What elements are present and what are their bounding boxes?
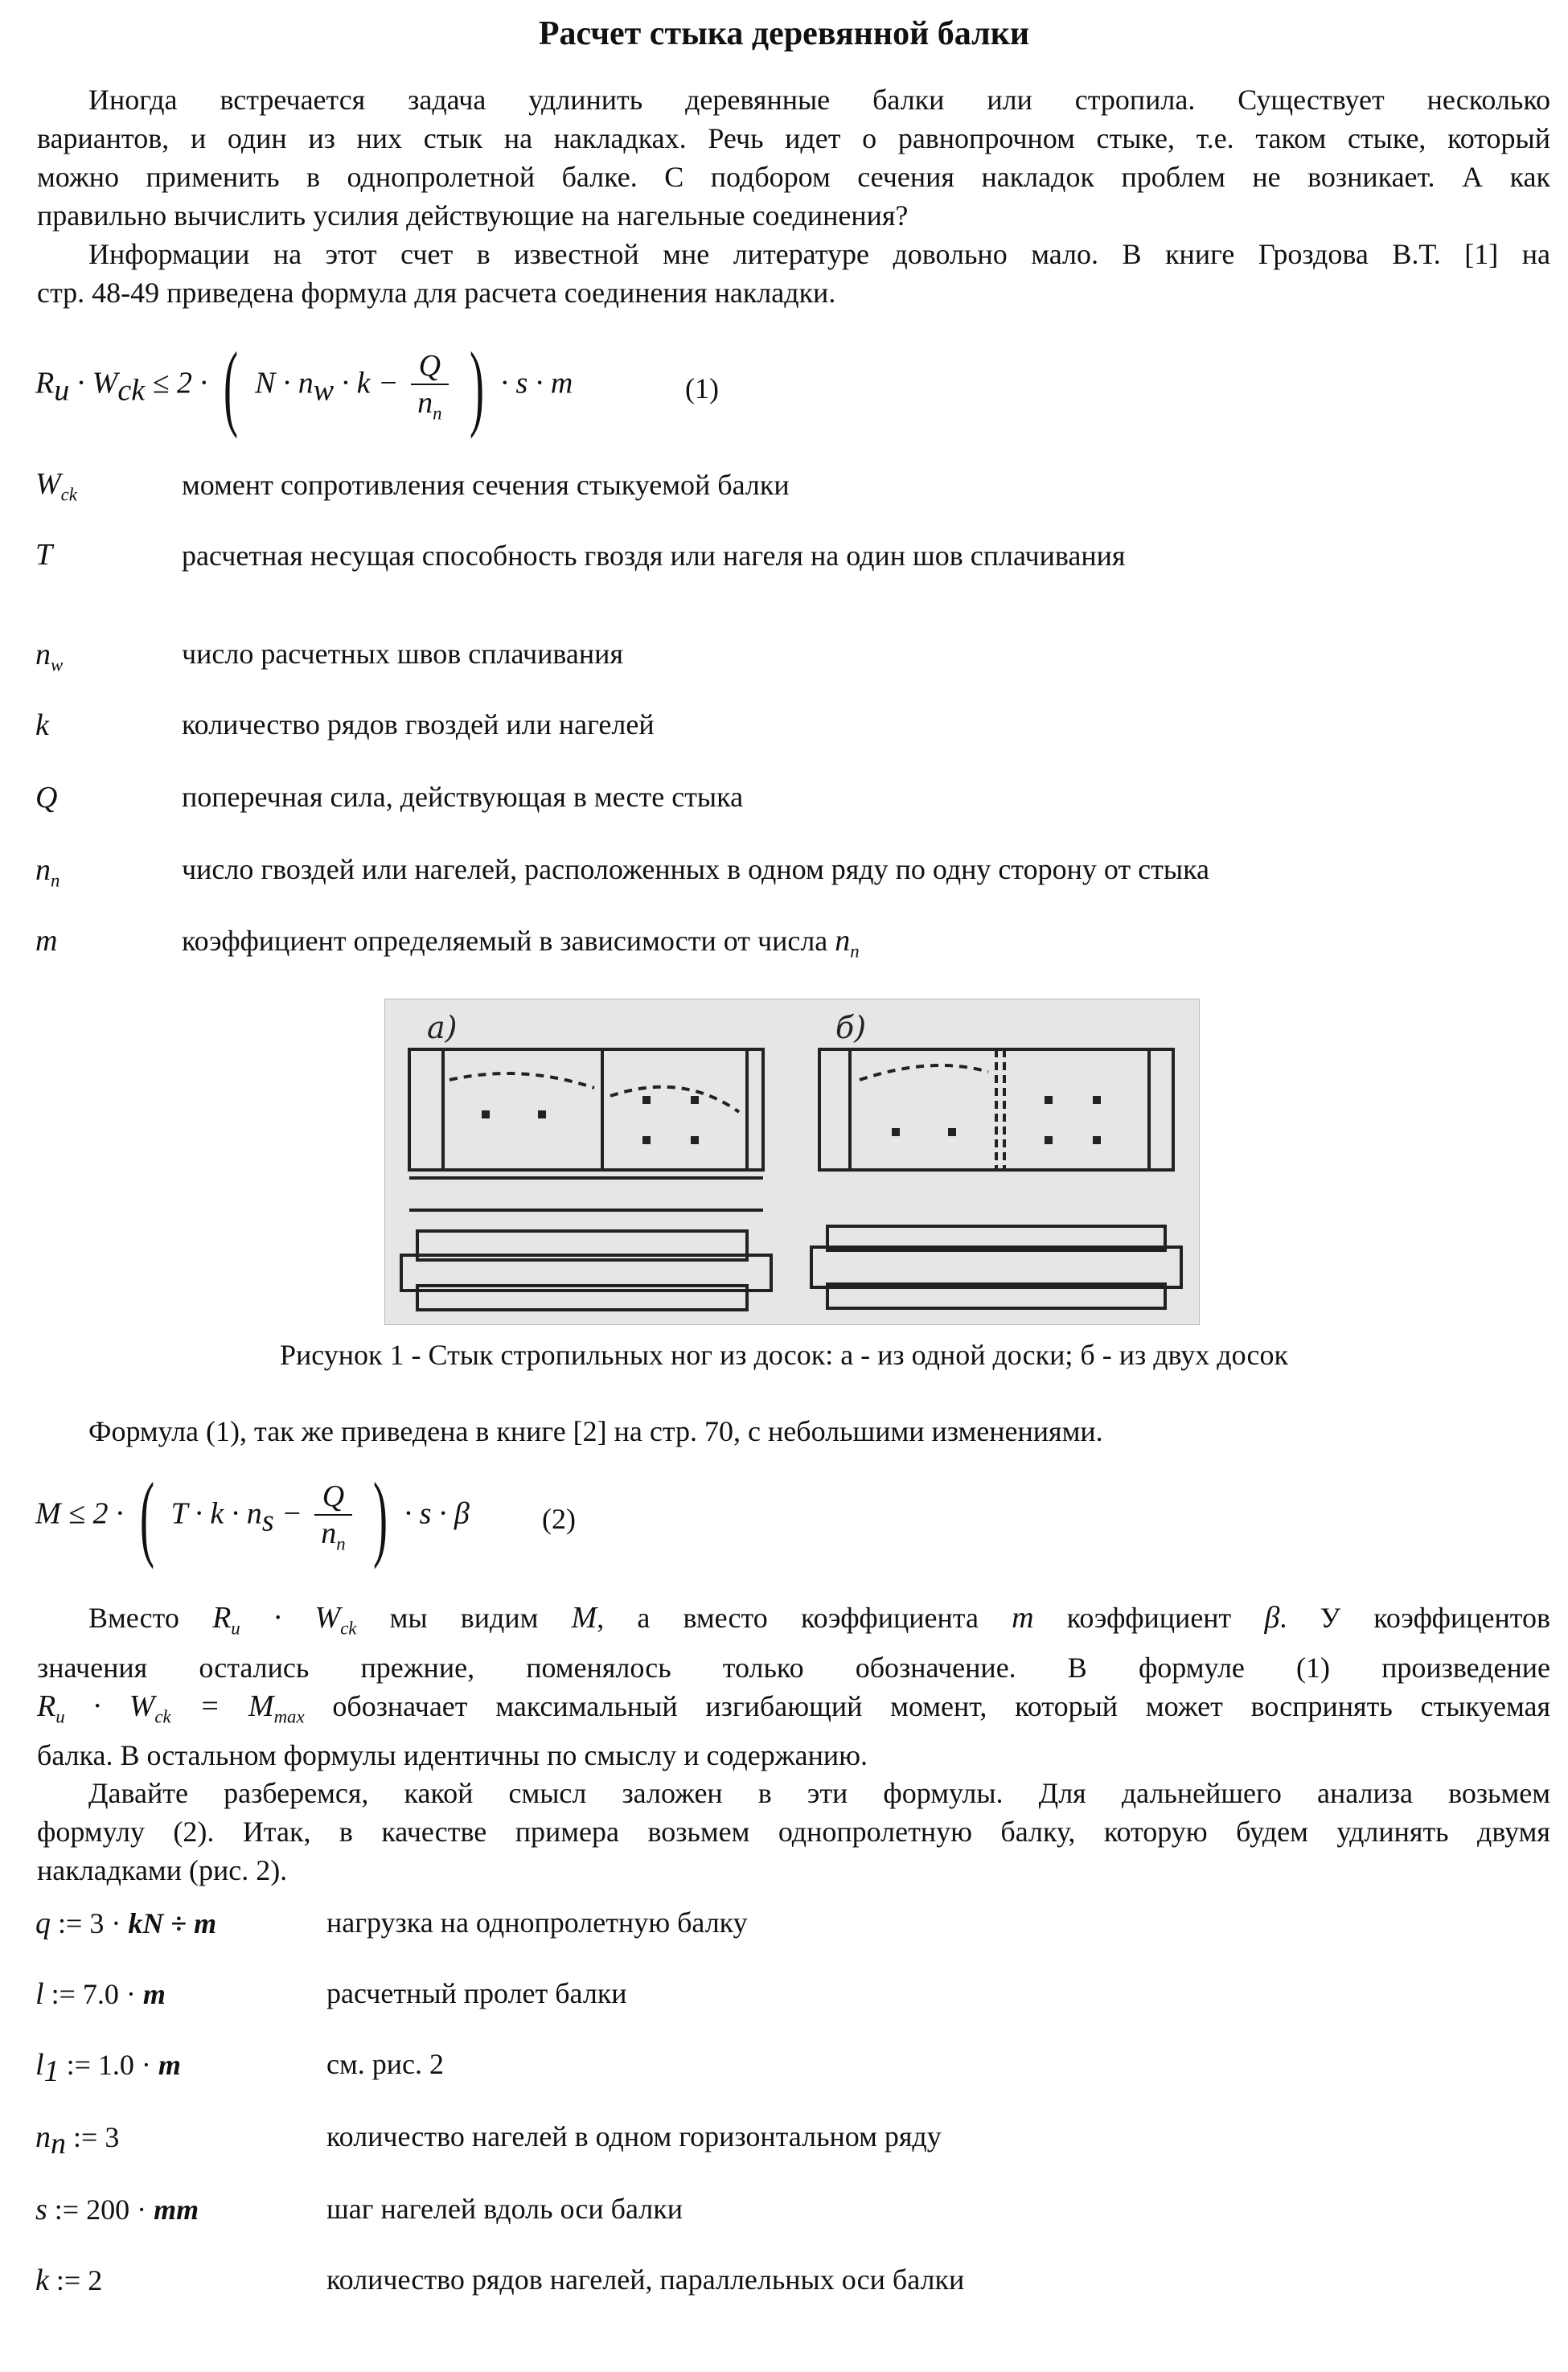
splice-drawing bbox=[385, 999, 1199, 1324]
formula-1: $R_u \cdot W_{ck} \le 2$ · ( $N \cdot n_w \cdot k$ − $\frac{Q}{n_n}$ ) · s · m bbox=[35, 332, 573, 439]
intro-line: можно применить в однопролетной балке. С подбором сечения накладок проблем не возникает. А как bbox=[37, 161, 1550, 193]
def-text: расчетный пролет балки bbox=[326, 1977, 627, 2009]
intro-paragraph bbox=[37, 80, 1550, 235]
def-text: число расчетных швов сплачивания bbox=[182, 638, 623, 670]
def-symbol: m bbox=[35, 924, 58, 958]
figure-label-b: б) bbox=[835, 1010, 867, 1045]
def-text: момент сопротивления сечения стыкуемой балки bbox=[182, 469, 790, 501]
info-line: стр. 48-49 приведена формула для расчета соединения накладки. bbox=[37, 277, 836, 309]
fraction-q-over-nn: $\frac{Q}{n_n}$ bbox=[314, 1479, 351, 1555]
info-line: Информации на этот счет в известной мне литературе довольно мало. В книге Гроздова В.Т. [1] на bbox=[88, 238, 1550, 270]
def-expression: q := 3 · kN ÷ m bbox=[35, 1906, 217, 1940]
compare-paragraph: Вместо $R_u \cdot W_{ck}$ мы видим M, а вместо коэффициента m коэффициент β. У коэффицентов значения остались прежние, поменялось только обозначение. В формуле (1) произведение $R_u \cdot W_{ck} = M_{max}$ обозначает максимальный изгибающий момент, который может воспринять стыкуемая балка. В остальном формулы идентичны по смыслу и содержанию. bbox=[37, 1601, 1551, 1772]
formula-note: Формула (1), так же приведена в книге [2] на стр. 70, с небольшими изменениями. bbox=[88, 1415, 1103, 1447]
def-expression: k := 2 bbox=[35, 2263, 103, 2297]
def-symbol: T bbox=[35, 538, 53, 572]
formula-1-number: (1) bbox=[685, 372, 719, 404]
formula-2-number: (2) bbox=[542, 1503, 576, 1535]
def-symbol: $W_{ck}$ bbox=[35, 467, 77, 505]
def-text: количество рядов гвоздей или нагелей bbox=[182, 708, 655, 741]
def-text: шаг нагелей вдоль оси балки bbox=[326, 2193, 683, 2225]
def-text: количество рядов нагелей, параллельных оси балки bbox=[326, 2263, 965, 2296]
def-symbol: $n_n$ bbox=[35, 853, 60, 891]
intro-line: Иногда встречается задача удлинить деревянные балки или стропила. Существует несколько bbox=[88, 84, 1550, 116]
intro-line: правильно вычислить усилия действующие на нагельные соединения? bbox=[37, 199, 909, 232]
figure-label-a: а) bbox=[427, 1010, 458, 1045]
info-paragraph bbox=[37, 235, 1550, 312]
def-text: коэффициент определяемый в зависимости от числа $n_n$ bbox=[182, 924, 860, 962]
def-text: число гвоздей или нагелей, расположенных в одном ряду по одну сторону от стыка bbox=[182, 853, 1209, 885]
def-text: количество нагелей в одном горизонтальном ряду bbox=[326, 2120, 942, 2152]
def-expression: s := 200 · mm bbox=[35, 2193, 199, 2226]
fraction-q-over-nn: $\frac{Q}{n_n}$ bbox=[411, 348, 448, 425]
figure-1-caption: Рисунок 1 - Стык стропильных ног из досок: а - из одной доски; б - из двух досок bbox=[280, 1339, 1288, 1371]
def-expression: $n_n$ := 3 bbox=[35, 2120, 120, 2161]
def-expression: $l_1$ := 1.0 · m bbox=[35, 2048, 181, 2089]
def-text: поперечная сила, действующая в месте стыка bbox=[182, 781, 744, 813]
formula-2: M ≤ 2 · ( $T \cdot k \cdot n_s$ − $\frac{Q}{n_n}$ ) · s · β bbox=[35, 1463, 470, 1570]
def-symbol: Q bbox=[35, 781, 58, 815]
def-text: расчетная несущая способность гвоздя или нагеля на один шов сплачивания bbox=[182, 540, 1126, 572]
def-text: нагрузка на однопролетную балку bbox=[326, 1906, 748, 1939]
def-symbol: $n_w$ bbox=[35, 638, 64, 675]
def-symbol: k bbox=[35, 708, 49, 742]
page-title: Расчет стыка деревянной балки bbox=[538, 15, 1030, 52]
intro-line: вариантов, и один из них стык на накладках. Речь идет о равнопрочном стыке, т.е. таком стыке, который bbox=[37, 122, 1550, 154]
def-text: см. рис. 2 bbox=[326, 2048, 445, 2080]
def-expression: l := 7.0 · m bbox=[35, 1977, 166, 2011]
analysis-paragraph: Давайте разберемся, какой смысл заложен в эти формулы. Для дальнейшего анализа возьмем формулу (2). Итак, в качестве примера возьмем однопролетную балку, которую будем удлинять двумя накладками (рис. 2). bbox=[37, 1777, 1550, 1886]
figure-1-drawing bbox=[384, 999, 1200, 1325]
